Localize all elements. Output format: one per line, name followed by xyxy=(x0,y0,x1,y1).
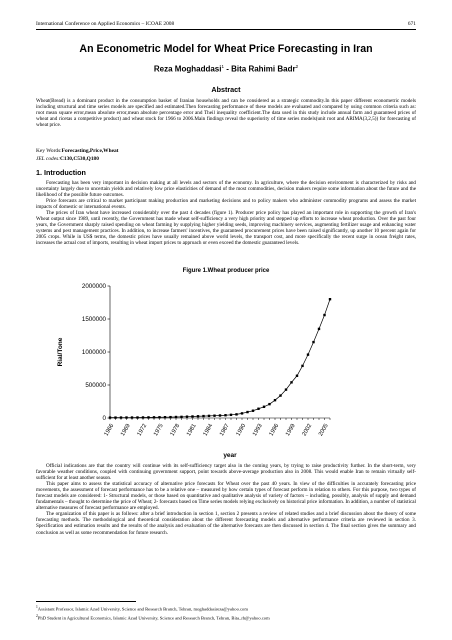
data-point xyxy=(186,415,188,417)
data-point xyxy=(158,416,160,418)
data-point xyxy=(279,394,281,396)
introduction-body-continued xyxy=(36,463,416,536)
keywords-block xyxy=(36,147,118,163)
data-point xyxy=(180,416,182,418)
data-point xyxy=(296,375,298,377)
paragraph: This paper aims to assess the statistical accuracy of alternative price forecasts for Wheat over the past 40 years. In view of the difficulties in accurately forecasting price movements, the assessment of forecast performance has to be a relative one – measured by how certain types of forecast perform in relation to others. For this purpose, two types of forecast models are considered: 1- Structural models, or those based on quantitative and qualitative analysis of variety of factors – including, possibly, analysis of supply and demand fundamentals – thought to determine the price of Wheat; 2- forecasts based on Time series models relying exclusively on historical price information. In addition, a number of statistical alternative measures of forecast performance are employed. xyxy=(36,481,416,512)
data-point xyxy=(301,365,303,367)
footnote-1-text: Assistant Professor, Islamic Azad University, Science and Research Branch, Tehran, moghaddasireza@yahoo.com xyxy=(37,606,248,612)
x-tick-label: 1972 xyxy=(136,423,149,438)
x-tick-label: 1969 xyxy=(120,423,132,438)
author-line xyxy=(0,64,452,74)
paragraph: Price forecasts are critical to market participant making production and marketing decisions and to policy makers who administer commodity programs and assess the market impacts of domestic or international events. xyxy=(36,198,416,211)
y-tick-label: 500000 xyxy=(85,382,106,389)
x-tick-label: 1999 xyxy=(285,423,297,438)
paragraph: Forecasting has been very important in decision making at all levels and sectors of the economy. In agriculture, where the decision environment is characterized by risks and uncertainty largely due to uncertain yields and relatively low price elasticities of demand of the most commodities, decision makers require some information about the future and the likelihood of the possible future outcomes. xyxy=(36,180,416,199)
data-point xyxy=(307,353,309,355)
author-1: Reza Moghaddasi xyxy=(153,64,222,74)
x-tick-label: 2002 xyxy=(301,423,314,438)
jel-line xyxy=(36,155,118,163)
x-tick-label: 1975 xyxy=(153,423,165,438)
x-tick-label: 2005 xyxy=(318,423,330,438)
y-tick-label: 1500000 xyxy=(81,316,106,323)
x-tick-label: 1978 xyxy=(169,423,182,438)
data-point xyxy=(290,381,292,383)
y-tick-label: 1000000 xyxy=(81,349,106,356)
data-point xyxy=(268,403,270,405)
page-number: 671 xyxy=(407,21,416,27)
data-point xyxy=(329,298,331,300)
data-point xyxy=(235,413,237,415)
data-point xyxy=(318,328,320,330)
x-tick-label: 1984 xyxy=(202,423,215,438)
author-1-footnote-mark: 1 xyxy=(221,64,224,69)
data-point xyxy=(197,415,199,417)
data-point xyxy=(175,416,177,418)
footnote-2 xyxy=(36,613,270,622)
data-point xyxy=(312,341,314,343)
running-header xyxy=(36,21,416,30)
data-point xyxy=(114,416,116,418)
introduction-body xyxy=(36,180,416,247)
data-point xyxy=(109,416,111,418)
footnote-1-mark: 1 xyxy=(36,605,38,609)
data-point xyxy=(191,415,193,417)
data-point xyxy=(230,414,232,416)
data-point xyxy=(285,388,287,390)
paragraph: The prices of Iran wheat have increased considerably over the past 4 decades (figure 1). Producer price policy has played an important role in supporting the growth of Iran's Wheat output since 1989, until recently, the Government has made wheat self-sufficiency a very high priority and stepped up efforts to increase wheat production. Over the past four years, the Government sharply raised spending on wheat farming by supplying higher yielding seeds, improving machinery services, augmenting fertilizer usage and enhancing water systems and pest management practices. In addition, to increase farmers' incentives, the guaranteed procurement prices have been raised significantly, up another 10 percent again for 2005 crops. While in US$ terms, the domestic prices have usually remained above world levels, the transport cost, and more specifically the recent surge in ocean freight rates, increases the actual cost of imports, resulting in wheat import prices to approach or even exceed the domestic guaranteed levels. xyxy=(36,210,416,247)
data-point xyxy=(241,412,243,414)
data-point xyxy=(125,416,127,418)
data-point xyxy=(147,416,149,418)
y-tick-label: 0 xyxy=(102,415,106,422)
data-point xyxy=(219,414,221,416)
footnote-2-mark: 2 xyxy=(36,613,38,618)
y-axis-label: Rial/Tone xyxy=(57,337,64,367)
footnote-2-text: PhD Student in Agricultural Economics, Islamic Azad University, Science and Research Branch, Tehran, Bita_rb@yahoo.com xyxy=(37,615,270,621)
jel-value: C130,C530,Q180 xyxy=(60,156,99,162)
conference-name: International Conference on Applied Economics – ICOAE 2008 xyxy=(36,21,175,27)
x-axis-label: year xyxy=(223,452,237,459)
author-2: Bita Rahimi Badr xyxy=(231,64,296,74)
data-point xyxy=(252,410,254,412)
paragraph: Official indications are that the country will continue with its self-sufficiency target also in the coming years, by trying to raise productivity further. In the short-term, very favorable weather conditions, coupled with continuing government support, point towards above-average production also in 2008. This would enable Iran to remain virtually self-sufficient for at least another season. xyxy=(36,463,416,482)
jel-label: JEL codes: xyxy=(36,156,61,162)
data-point xyxy=(120,416,122,418)
data-point xyxy=(142,416,144,418)
abstract-text: Wheat(Bread) is a dominant product in the consumption basket of Iranian households and can be considered as a strategic commodity.In this paper different econometric models including structural and time series models are specified and estimated.Then forecasting performance of these models are evaluated and compared by using common criteria such as: root mean square error,mean absolute error,mean absolute percentage error and Theil inequality coefficient.The data used in this study include annual farm and guaranteed prices of wheat and ricetas a competitive product) and wheat stock for 1966 to 2006.Main findings reveal the superiority of time series models(unit root and ARIMA(3,2,5)) for forecasting of wheat price. xyxy=(36,98,416,129)
data-point xyxy=(136,416,138,418)
y-tick-label: 2000000 xyxy=(81,283,106,290)
author-separator: - xyxy=(224,64,232,74)
x-tick-label: 1981 xyxy=(186,423,198,438)
keywords-label: Key Words: xyxy=(36,148,62,154)
section-heading-introduction: 1. Introduction xyxy=(36,168,86,177)
data-point xyxy=(274,399,276,401)
data-point xyxy=(202,415,204,417)
x-tick-label: 1966 xyxy=(103,423,116,438)
data-point xyxy=(153,416,155,418)
abstract-heading: Abstract xyxy=(211,85,241,94)
footnotes xyxy=(36,604,270,621)
data-point xyxy=(131,416,133,418)
data-point xyxy=(208,415,210,417)
author-2-footnote-mark: 2 xyxy=(295,64,299,69)
data-point xyxy=(323,314,325,316)
series-line xyxy=(110,299,330,417)
data-point xyxy=(164,416,166,418)
x-tick-label: 1996 xyxy=(268,423,281,438)
data-point xyxy=(169,416,171,418)
data-point xyxy=(257,408,259,410)
paragraph: The organization of this paper is as follows: after a brief introduction in section 1, section 2 presents a review of related studies and a brief discussion about the theory of some forecasting methods. The methodological and theoretical consideration about the different forecasting models and alternative performance criteria are reviewed in section 3. Specification and estimation results and the results of the analysis and evaluation of the alternative forecasts are then discussed in section 4. The final section gives the summary and conclusion as well as some recommendation for future research. xyxy=(36,511,416,536)
footnote-1 xyxy=(36,604,270,613)
data-point xyxy=(224,414,226,416)
data-point xyxy=(263,406,265,408)
x-tick-label: 1993 xyxy=(252,423,264,438)
footnote-rule xyxy=(36,601,136,602)
x-tick-label: 1987 xyxy=(219,423,231,438)
data-point xyxy=(213,414,215,416)
paper-title: An Econometric Model for Wheat Price Forecasting in Iran xyxy=(79,43,373,55)
figure-title: Figure 1.Wheat producer price xyxy=(182,268,270,274)
keywords-line xyxy=(36,147,118,155)
data-point xyxy=(246,411,248,413)
x-tick-label: 1990 xyxy=(235,423,248,438)
keywords-value: Forecasting,Price,Wheat xyxy=(61,148,119,154)
